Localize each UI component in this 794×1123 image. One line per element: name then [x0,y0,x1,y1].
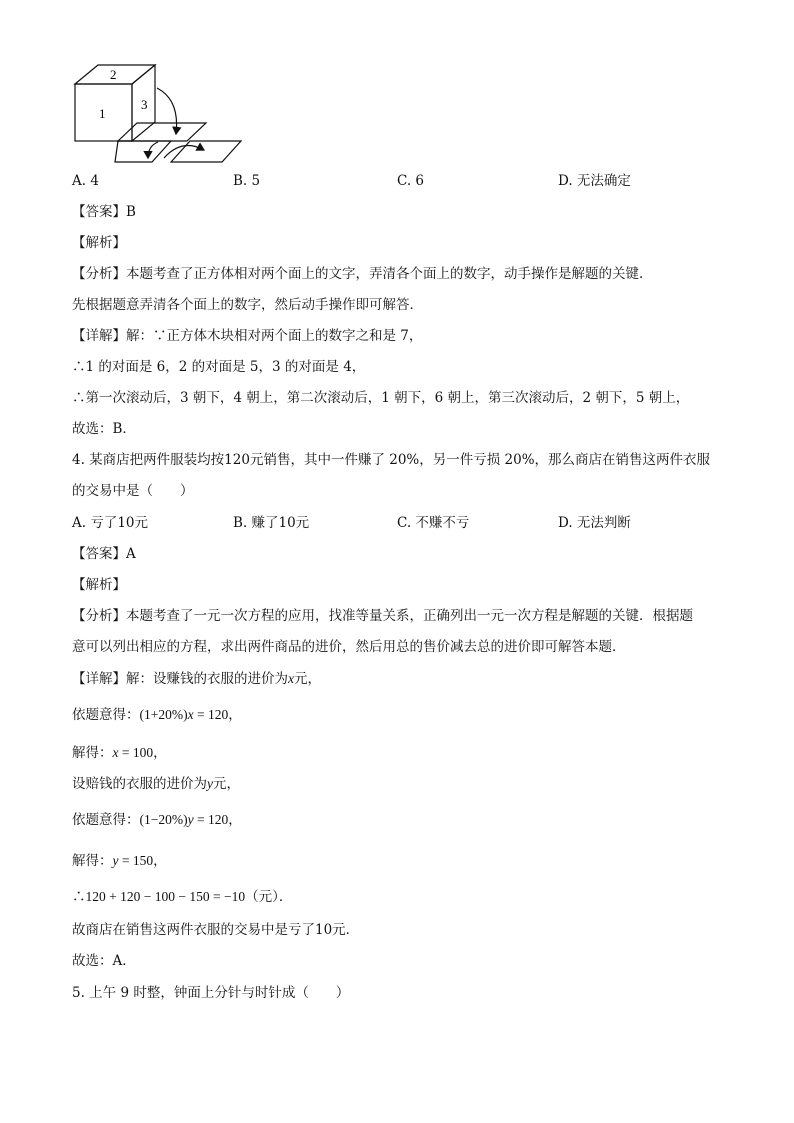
q3-solution-line-1: ∴1 的对面是 6，2 的对面是 5，3 的对面是 4， [72,359,366,375]
face-top-label: 2 [110,67,117,82]
q4-set-2 [72,775,240,793]
cube-rolling-figure [66,58,256,168]
q4-answer: 【答案】A [72,546,136,562]
q4-option-c: C. 不赚不亏 [397,515,470,531]
q4-set2-post: 元， [213,776,240,792]
q3-option-a: A. 4 [72,173,99,189]
face-front-label: 1 [99,106,106,121]
q4-sol2-rhs: = 150， [118,853,167,868]
var-y: y [207,776,213,791]
q3-solution-line-2: ∴第一次滚动后，3 朝下，4 朝上，第二次滚动后，1 朝下，6 朝上，第三次滚动后，2 朝下，5 朝上， [72,390,690,406]
q4-choose: 故选：A． [72,953,136,969]
q4-eq1-label: 依题意得： [72,707,140,723]
q3-answer: 【答案】B [72,204,136,220]
q4-equation-1 [72,706,242,724]
q4-stem-line-2: 的交易中是（ ） [72,483,194,499]
q4-solution-2 [72,852,167,870]
q4-set2-pre: 设赔钱的衣服的进价为 [72,776,207,792]
q4-eq2-label: 依题意得： [72,812,140,828]
q4-option-b: B. 赚了10元 [233,515,310,531]
q4-xiangjie-pre: 【详解】解：设赚钱的衣服的进价为 [72,671,288,687]
q3-choose: 故选：B． [72,421,136,437]
q3-fenxi-line-2: 先根据题意弄清各个面上的数字，然后动手操作即可解答． [72,297,423,313]
q3-option-b: B. 5 [233,173,261,189]
q3-xiangjie: 【详解】解：∵正方体木块相对两个面上的数字之和是 7， [72,328,423,344]
q4-eq2-expr: (1−20%) [139,812,188,827]
var-x: x [288,671,294,686]
q3-jiexi-heading: 【解析】 [72,235,126,251]
q5-stem: 5. 上午 9 时整，钟面上分针与时针成（ ） [72,985,350,1001]
var-y: y [187,812,194,827]
var-x: x [112,745,119,760]
q4-equation-2 [72,811,242,829]
q4-option-d: D. 无法判断 [558,515,631,531]
q4-solution-1 [72,744,167,762]
q4-jiexi-heading: 【解析】 [72,577,126,593]
q4-fenxi-line-2: 意可以列出相应的方程，求出两件商品的进价，然后用总的售价减去总的进价即可解答本题． [72,639,626,655]
q4-stem-line-1: 4. 某商店把两件服装均按120元销售，其中一件赚了 20%，另一件亏损 20%，那么商店在销售这两件衣服 [72,452,711,468]
q4-eq1-rhs: = 120， [193,707,242,722]
q4-sol2-label: 解得： [72,853,113,869]
q4-sol1-rhs: = 100， [118,745,167,760]
q3-fenxi-line-1: 【分析】本题考查了正方体相对两个面上的文字，弄清各个面上的数字，动手操作是解题的关键． [72,266,653,282]
q4-xiangjie-post: 元， [294,671,321,687]
q4-xiangjie [72,670,321,688]
q4-calculation: ∴120 + 120 − 100 − 150 = −10（元）． [72,889,293,904]
q4-eq2-rhs: = 120， [193,812,242,827]
q4-fenxi-line-1: 【分析】本题考查了一元一次方程的应用，找准等量关系，正确列出一元一次方程是解题的关键．根据题 [72,608,693,624]
var-x: x [187,707,194,722]
q4-conclusion: 故商店在销售这两件衣服的交易中是亏了10元． [72,922,360,938]
face-right-label: 3 [141,97,148,112]
var-y: y [112,853,119,868]
q3-option-d: D. 无法确定 [558,173,631,189]
q4-sol1-label: 解得： [72,745,113,761]
q4-eq1-expr: (1+20%) [139,707,188,722]
q4-option-a: A. 亏了10元 [72,515,149,531]
q3-option-c: C. 6 [397,173,425,189]
